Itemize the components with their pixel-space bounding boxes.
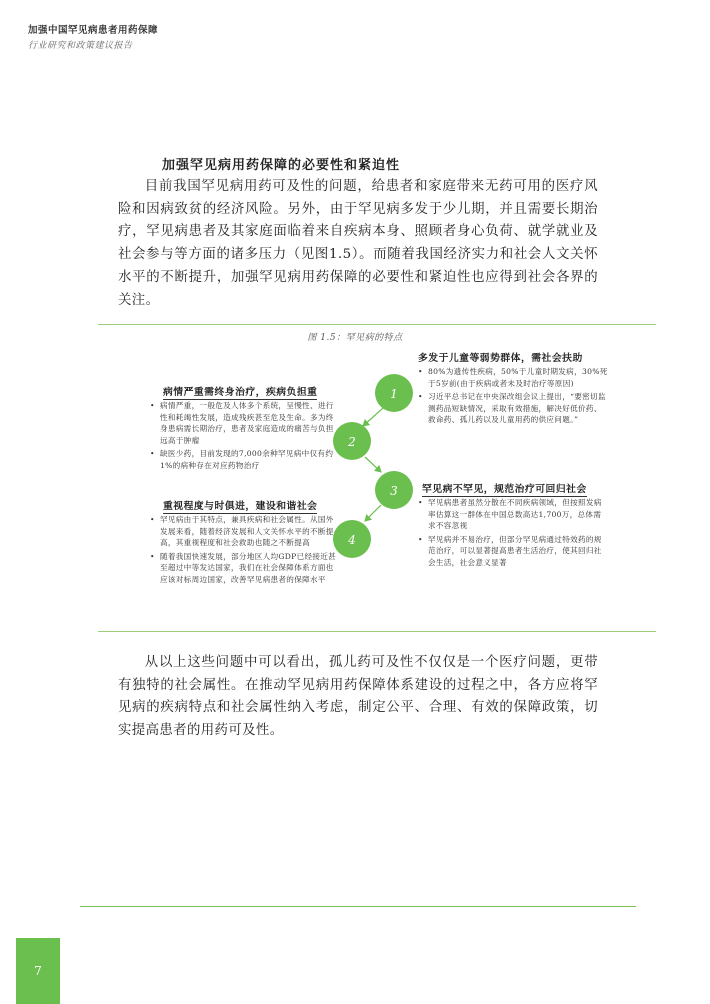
node-4	[333, 520, 371, 558]
svg-text:2: 2	[348, 435, 356, 449]
node-2	[333, 422, 371, 460]
block1-title: 多发于儿童等弱势群体，需社会扶助	[418, 353, 583, 364]
block4-item: • 罕见病由于其特点，兼具疾病和社会属性。从国外发展来看，随着经济发展和人文关怀水平的不断提高，其重视程度和社会救助也随之不断提高	[150, 514, 338, 549]
node-3	[375, 471, 413, 509]
node-1	[375, 374, 413, 412]
block4-list	[150, 514, 338, 588]
block1-item: • 习近平总书记在中央深改组会议上提出，“要密切监测药品短缺情况，采取有效措施，解决好低价药、救命药、孤儿药以及儿童用药的供应问题。”	[418, 391, 608, 426]
block4-item: • 随着我国快速发展，部分地区人均GDP已经接近甚至超过中等发达国家，我们在社会保障体系方面也应该对标周边国家，改善罕见病患者的保障水平	[150, 551, 338, 586]
page-number-tab	[16, 938, 60, 1004]
body-paragraph-2: 从以上这些问题中可以看出，孤儿药可及性不仅仅是一个医疗问题，更带有独特的社会属性。在推动罕见病用药保障体系建设的过程之中，各方应将罕见病的疾病特点和社会属性纳入考虑，制定公平、合理、有效的保障政策，切实提高患者的用药可及性。	[118, 655, 598, 739]
header-subtitle: 行业研究和政策建议报告	[28, 41, 133, 51]
block4-title: 重视程度与时俱进，建设和谐社会	[163, 498, 317, 514]
block2-item: • 病情严重，一般危及人体多个系统，呈慢性、进行性和耗竭性发展，造成残疾甚至危及生命。多为终身患病需长期治疗，患者及家庭造成的痛苦与负担远高于肿瘤	[150, 400, 338, 446]
block1-list	[418, 366, 608, 428]
block2-list	[150, 400, 338, 474]
block3-title: 罕见病不罕见，规范治疗可回归社会	[422, 481, 587, 497]
figure-caption: 图 1.5：罕见病的特点	[307, 333, 403, 343]
body-paragraph-1: 目前我国罕见病用药可及性的问题，给患者和家庭带来无药可用的医疗风险和因病致贫的经济风险。另外，由于罕见病多发于少儿期，并且需要长期治疗，罕见病患者及其家庭面临着来自疾病本身、照顾者身心负荷、就学就业及社会参与等方面的诸多压力（见图1.5）。而随着我国经济实力和社会人文关怀水平的不断提升，加强罕见病用药保障的必要性和紧迫性也应得到社会各界的关注。	[118, 179, 598, 308]
block3-item: • 罕见病患者虽然分散在不同疾病领域，但按照发病率估算这一群体在中国总数高达1,700万，总体需求不容忽视	[418, 497, 608, 532]
svg-text:3: 3	[390, 484, 398, 498]
svg-text:4: 4	[348, 533, 356, 547]
section-title: 加强罕见病用药保障的必要性和紧迫性	[162, 158, 401, 173]
block2-title: 病情严重需终身治疗，疾病负担重	[163, 384, 317, 400]
header-title: 加强中国罕见病患者用药保障	[28, 25, 159, 36]
block1-item: • 80%为遗传性疾病，50%于儿童时期发病，30%死于5岁前(由于疾病或者未及时治疗等原因)	[418, 366, 608, 389]
page-number: 7	[34, 964, 42, 978]
figure-bottom-rule	[98, 631, 656, 632]
footer-rule	[80, 906, 636, 907]
block3-list	[418, 497, 608, 571]
arrow-3-to-4	[365, 505, 381, 521]
svg-text:1: 1	[390, 387, 398, 401]
arrow-2-to-3	[365, 457, 381, 472]
block3-item: • 罕见病并不易治疗，但部分罕见病通过特效药的规范治疗，可以显著提高患者生活治疗，使其回归社会生活，社会意义显著	[418, 534, 608, 569]
block2-item: • 缺医少药，目前发现的7,000余种罕见病中仅有约1%的病种存在对应药物治疗	[150, 448, 338, 471]
arrow-1-to-2	[363, 408, 383, 426]
